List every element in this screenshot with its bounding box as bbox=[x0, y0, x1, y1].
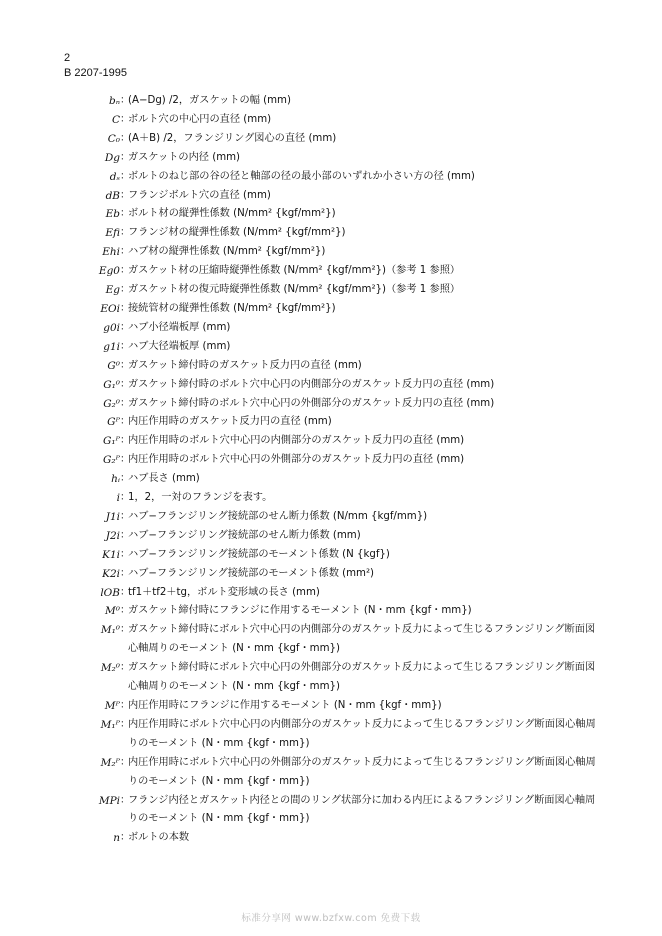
symbol: G⁰ bbox=[107, 359, 120, 372]
definition-row: Eb ： ボルト材の縦弾性係数 (N/mm² {kgf/mm²}) bbox=[64, 205, 604, 224]
symbol: Eb bbox=[105, 208, 120, 221]
definition-row: g1i ： ハブ大径端板厚 (mm) bbox=[64, 338, 604, 357]
symbol: lOB bbox=[100, 586, 120, 599]
definition-row: M⁰ ： ガスケット締付時にフランジに作用するモーメント (N・mm {kgf・mm}) bbox=[64, 602, 604, 621]
symbol: G₁⁰ bbox=[103, 378, 120, 391]
definition-row: dₛ ： ボルトのねじ部の谷の径と軸部の径の最小部のいずれか小さい方の径 (mm) bbox=[64, 168, 604, 187]
symbol: M₂⁰ bbox=[100, 662, 120, 675]
page-number: 2 bbox=[64, 52, 71, 64]
definition-row: lOB ： tf1＋tf2＋tg，ボルト変形域の長さ (mm) bbox=[64, 584, 604, 603]
symbol: i bbox=[116, 492, 120, 505]
symbol: Eg bbox=[105, 284, 120, 297]
standard-code: B 2207-1995 bbox=[64, 67, 127, 79]
definition-row: K1i ： ハブ−フランジリング接続部のモーメント係数 (N {kgf}) bbox=[64, 546, 604, 565]
definition-text: 内圧作用時のガスケット反力円の直径 (mm) bbox=[128, 416, 332, 428]
definition-text: ハブ−フランジリング接続部のせん断力係数 (N/mm {kgf/mm}) bbox=[128, 510, 428, 522]
symbol: hᵢ bbox=[111, 473, 120, 486]
definition-text: ガスケット締付時にフランジに作用するモーメント (N・mm {kgf・mm}) bbox=[128, 605, 472, 617]
definition-text: ハブ−フランジリング接続部のモーメント係数 (mm²) bbox=[128, 567, 375, 579]
definition-text: ハブ−フランジリング接続部のモーメント係数 (N {kgf}) bbox=[128, 548, 390, 560]
definition-row: M₂ᴾ ： 内圧作用時にボルト穴中心円の外側部分のガスケット反力によって生じるフランジリング断面図心軸周りのモーメント (N・mm {kgf・mm}) bbox=[64, 754, 604, 792]
definition-row: J2i ： ハブ−フランジリング接続部のせん断力係数 (mm) bbox=[64, 527, 604, 546]
definition-text: ガスケット材の復元時縦弾性係数 (N/mm² {kgf/mm²})（参考 1 参照） bbox=[128, 284, 461, 296]
definition-text: フランジ内径とガスケット内径との間のリング状部分に加わる内圧によるフランジリング断面図心軸周りのモーメント (N・mm {kgf・mm}) bbox=[128, 794, 596, 825]
definition-text: ボルトの本数 bbox=[128, 832, 190, 844]
definition-row: n ： ボルトの本数 bbox=[64, 829, 604, 848]
definition-row: J1i ： ハブ−フランジリング接続部のせん断力係数 (N/mm {kgf/mm}) bbox=[64, 508, 604, 527]
definition-list bbox=[64, 92, 604, 848]
definition-text: ガスケット締付時のボルト穴中心円の内側部分のガスケット反力円の直径 (mm) bbox=[128, 378, 495, 390]
definition-row: bₙ ： (A−Dg) /2，ガスケットの幅 (mm) bbox=[64, 92, 604, 111]
definition-text: 内圧作用時にボルト穴中心円の外側部分のガスケット反力によって生じるフランジリング断面図心軸周りのモーメント (N・mm {kgf・mm}) bbox=[128, 756, 596, 787]
symbol: Gᴾ bbox=[107, 416, 120, 429]
symbol: Eg0 bbox=[98, 265, 120, 278]
definition-text: 接続管材の縦弾性係数 (N/mm² {kgf/mm²}) bbox=[128, 302, 336, 314]
symbol: g1i bbox=[103, 340, 120, 353]
definition-row: G₂ᴾ ： 内圧作用時のボルト穴中心円の外側部分のガスケット反力円の直径 (mm) bbox=[64, 451, 604, 470]
definition-text: ガスケット締付時のボルト穴中心円の外側部分のガスケット反力円の直径 (mm) bbox=[128, 397, 495, 409]
definition-row: G₁⁰ ： ガスケット締付時のボルト穴中心円の内側部分のガスケット反力円の直径 (mm) bbox=[64, 376, 604, 395]
symbol: dₛ bbox=[109, 170, 120, 183]
watermark-footer: 标准分享网 www.bzfxw.com 免费下载 bbox=[241, 913, 421, 924]
symbol: Dg bbox=[104, 151, 120, 164]
definition-row: g0i ： ハブ小径端板厚 (mm) bbox=[64, 319, 604, 338]
definition-row: C₀ ： (A＋B) /2，フランジリング図心の直径 (mm) bbox=[64, 130, 604, 149]
definition-row: Efi ： フランジ材の縦弾性係数 (N/mm² {kgf/mm²}) bbox=[64, 224, 604, 243]
symbol: Ehi bbox=[102, 246, 120, 259]
definition-text: ハブ長さ (mm) bbox=[128, 473, 200, 485]
definition-row: M₂⁰ ： ガスケット締付時にボルト穴中心円の外側部分のガスケット反力によって生じるフランジリング断面図心軸周りのモーメント (N・mm {kgf・mm}) bbox=[64, 659, 604, 697]
definition-text: フランジボルト穴の直径 (mm) bbox=[128, 189, 271, 201]
definition-row: Eg0 ： ガスケット材の圧縮時縦弾性係数 (N/mm² {kgf/mm²})（参考 1 参照） bbox=[64, 262, 604, 281]
definition-text: 内圧作用時のボルト穴中心円の内側部分のガスケット反力円の直径 (mm) bbox=[128, 435, 465, 447]
definition-row: M₁ᴾ ： 内圧作用時にボルト穴中心円の内側部分のガスケット反力によって生じるフランジリング断面図心軸周りのモーメント (N・mm {kgf・mm}) bbox=[64, 716, 604, 754]
definition-text: tf1＋tf2＋tg，ボルト変形域の長さ (mm) bbox=[128, 586, 320, 598]
definition-row: Eg ： ガスケット材の復元時縦弾性係数 (N/mm² {kgf/mm²})（参考 1 参照） bbox=[64, 281, 604, 300]
definition-row: Mᴾ ： 内圧作用時にフランジに作用するモーメント (N・mm {kgf・mm}) bbox=[64, 697, 604, 716]
symbol: G₂⁰ bbox=[103, 397, 120, 410]
definition-text: フランジ材の縦弾性係数 (N/mm² {kgf/mm²}) bbox=[128, 227, 346, 239]
definition-row: Ehi ： ハブ材の縦弾性係数 (N/mm² {kgf/mm²}) bbox=[64, 243, 604, 262]
definition-text: ハブ大径端板厚 (mm) bbox=[128, 340, 231, 352]
definition-text: ハブ小径端板厚 (mm) bbox=[128, 321, 231, 333]
definition-row: M₁⁰ ： ガスケット締付時にボルト穴中心円の内側部分のガスケット反力によって生じるフランジリング断面図心軸周りのモーメント (N・mm {kgf・mm}) bbox=[64, 621, 604, 659]
symbol: M₁⁰ bbox=[100, 624, 120, 637]
definition-text: (A−Dg) /2，ガスケットの幅 (mm) bbox=[128, 95, 291, 106]
definition-text: ガスケット材の圧縮時縦弾性係数 (N/mm² {kgf/mm²})（参考 1 参照） bbox=[128, 265, 461, 277]
symbol: J1i bbox=[105, 510, 120, 523]
definition-text: 内圧作用時にボルト穴中心円の内側部分のガスケット反力によって生じるフランジリング断面図心軸周りのモーメント (N・mm {kgf・mm}) bbox=[128, 718, 596, 749]
definition-row: G⁰ ： ガスケット締付時のガスケット反力円の直径 (mm) bbox=[64, 357, 604, 376]
symbol: J2i bbox=[105, 529, 120, 542]
definition-row: dB ： フランジボルト穴の直径 (mm) bbox=[64, 187, 604, 206]
symbol: M₂ᴾ bbox=[100, 756, 120, 769]
definition-row: G₁ᴾ ： 内圧作用時のボルト穴中心円の内側部分のガスケット反力円の直径 (mm) bbox=[64, 432, 604, 451]
definition-row: K2i ： ハブ−フランジリング接続部のモーメント係数 (mm²) bbox=[64, 565, 604, 584]
symbol: M₁ᴾ bbox=[100, 718, 120, 731]
symbol: Mᴾ bbox=[104, 700, 120, 712]
symbol: C bbox=[111, 113, 120, 126]
symbol: EOi bbox=[100, 302, 120, 315]
definition-row: G₂⁰ ： ガスケット締付時のボルト穴中心円の外側部分のガスケット反力円の直径 (mm) bbox=[64, 395, 604, 414]
definition-row: Dg ： ガスケットの内径 (mm) bbox=[64, 149, 604, 168]
symbol: M⁰ bbox=[105, 605, 120, 618]
symbol: bₙ bbox=[109, 95, 120, 107]
definition-text: ガスケットの内径 (mm) bbox=[128, 151, 241, 163]
definition-row: i ： 1，2，一対のフランジを表す。 bbox=[64, 489, 604, 508]
definition-text: ボルト穴の中心円の直径 (mm) bbox=[128, 113, 272, 125]
definition-row: MPi ： フランジ内径とガスケット内径との間のリング状部分に加わる内圧によるフランジリング断面図心軸周りのモーメント (N・mm {kgf・mm}) bbox=[64, 792, 604, 830]
definition-text: (A＋B) /2，フランジリング図心の直径 (mm) bbox=[128, 132, 337, 144]
definition-row: C ： ボルト穴の中心円の直径 (mm) bbox=[64, 111, 604, 130]
symbol: g0i bbox=[103, 321, 120, 334]
symbol: K2i bbox=[102, 567, 120, 580]
definition-text: 内圧作用時のボルト穴中心円の外側部分のガスケット反力円の直径 (mm) bbox=[128, 454, 465, 466]
symbol: G₂ᴾ bbox=[102, 454, 120, 467]
definition-text: ガスケット締付時にボルト穴中心円の外側部分のガスケット反力によって生じるフランジリング断面図心軸周りのモーメント (N・mm {kgf・mm}) bbox=[128, 662, 596, 693]
definition-row: Gᴾ ： 内圧作用時のガスケット反力円の直径 (mm) bbox=[64, 413, 604, 432]
definition-text: 内圧作用時にフランジに作用するモーメント (N・mm {kgf・mm}) bbox=[128, 700, 442, 711]
definition-text: ハブ−フランジリング接続部のせん断力係数 (mm) bbox=[128, 529, 361, 541]
symbol: G₁ᴾ bbox=[102, 435, 120, 448]
definition-text: 1，2，一対のフランジを表す。 bbox=[128, 492, 273, 504]
symbol: n bbox=[113, 832, 120, 845]
definition-text: ガスケット締付時のガスケット反力円の直径 (mm) bbox=[128, 359, 362, 371]
definition-row: hᵢ ： ハブ長さ (mm) bbox=[64, 470, 604, 489]
definition-text: ボルトのねじ部の谷の径と軸部の径の最小部のいずれか小さい方の径 (mm) bbox=[128, 170, 475, 182]
symbol: MPi bbox=[98, 794, 120, 807]
definition-text: ガスケット締付時にボルト穴中心円の内側部分のガスケット反力によって生じるフランジリング断面図心軸周りのモーメント (N・mm {kgf・mm}) bbox=[128, 624, 596, 655]
definition-text: ハブ材の縦弾性係数 (N/mm² {kgf/mm²}) bbox=[128, 246, 326, 258]
symbol: dB bbox=[105, 189, 120, 202]
symbol: C₀ bbox=[107, 132, 120, 145]
definition-row: EOi ： 接続管材の縦弾性係数 (N/mm² {kgf/mm²}) bbox=[64, 300, 604, 319]
symbol: Efi bbox=[105, 227, 120, 240]
symbol: K1i bbox=[102, 548, 120, 561]
definition-text: ボルト材の縦弾性係数 (N/mm² {kgf/mm²}) bbox=[128, 208, 336, 220]
